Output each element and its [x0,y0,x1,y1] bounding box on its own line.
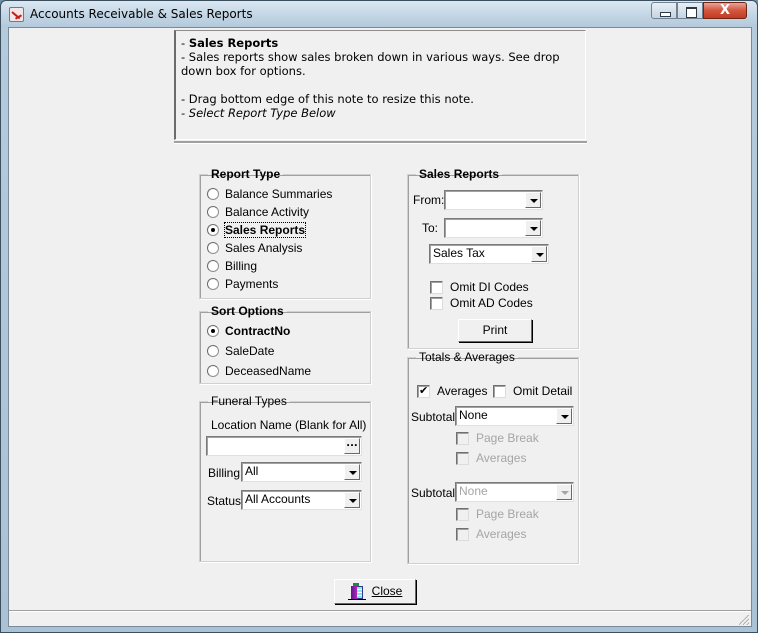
subtotal-2-page-break-checkbox[interactable] [456,506,539,522]
from-label: From: [413,193,445,207]
sales-report-type-select[interactable] [429,244,549,264]
checkbox-box[interactable] [493,385,506,398]
note-heading-line: - Sales Reports [181,36,279,50]
help-note [174,30,586,140]
checkbox-label: Omit DI Codes [450,280,529,294]
totals-averages-legend: Totals & Averages [419,350,515,364]
chevron-down-icon[interactable] [556,484,572,500]
status-select[interactable] [241,490,362,510]
radio-payments[interactable] [207,276,278,292]
radio-label: Sales Reports [225,223,306,237]
sort-options-legend: Sort Options [211,304,284,318]
checkbox-box[interactable] [456,452,469,465]
radio-label: ContractNo [225,324,291,338]
location-name-input[interactable] [206,436,362,456]
sales-report-type-value: Sales Tax [433,246,485,260]
billing-value: All [245,464,259,478]
sales-reports-legend: Sales Reports [419,167,500,181]
note-resize-handle[interactable] [174,141,587,144]
radio-sales-analysis[interactable] [207,240,302,256]
omit-di-codes-checkbox[interactable] [430,279,529,295]
note-heading: Sales Reports [188,36,279,50]
funeral-types-legend: Funeral Types [211,394,287,408]
radio-circle[interactable] [207,242,219,254]
to-label: To: [422,221,439,235]
minimize-button[interactable] [651,2,677,19]
omit-ad-codes-checkbox[interactable] [430,295,533,311]
radio-label: Balance Activity [225,205,310,219]
client-area [8,27,752,627]
radio-circle[interactable] [207,224,219,236]
chevron-down-icon[interactable] [344,464,360,480]
subtotal-1-averages-checkbox[interactable] [456,450,526,466]
checkbox-box[interactable] [456,508,469,521]
note-line-3: - Select Report Type Below [181,106,336,120]
subtotal-2-averages-checkbox[interactable] [456,526,526,542]
radio-circle[interactable] [207,278,219,290]
subtotal-2-value: None [459,484,488,498]
subtotal-1-page-break-checkbox[interactable] [456,430,539,446]
radio-sort-deceasedname[interactable] [207,363,311,379]
billing-select[interactable] [241,462,362,482]
checkbox-label: Averages [476,527,527,541]
location-browse-button[interactable]: ... [344,438,360,454]
checkbox-box[interactable] [430,281,443,294]
chevron-down-icon[interactable] [525,192,541,208]
radio-label: Sales Analysis [225,241,303,255]
radio-sales-reports[interactable] [207,222,305,238]
status-bar [9,610,751,627]
chevron-down-icon[interactable] [556,408,572,424]
radio-circle[interactable] [207,345,219,357]
radio-balance-activity[interactable] [207,204,309,220]
checkbox-label: Omit Detail [513,384,573,398]
report-type-legend: Report Type [211,167,281,181]
print-button[interactable]: Print [458,319,532,342]
status-value: All Accounts [245,492,311,506]
window-title: Accounts Receivable & Sales Reports [30,7,253,21]
subtotal-1-label: Subtotal [411,410,456,424]
subtotal-2-label: Subtotal [411,486,456,500]
subtotal-1-select[interactable] [455,406,574,426]
radio-circle[interactable] [207,365,219,377]
to-date-select[interactable] [444,218,543,238]
radio-label: Balance Summaries [225,187,333,201]
averages-checkbox[interactable] [417,383,487,399]
radio-label: Billing [225,259,258,273]
subtotal-1-value: None [459,408,488,422]
radio-circle[interactable] [207,206,219,218]
chevron-down-icon[interactable] [531,246,547,262]
window-close-button[interactable]: X [703,2,747,19]
close-button[interactable] [334,579,416,604]
checkbox-box[interactable] [430,297,443,310]
status-label: Status [207,494,242,508]
from-date-select[interactable] [444,190,543,210]
note-line-1: - Sales reports show sales broken down in various ways. See drop down box for options. [181,50,560,78]
chevron-down-icon[interactable] [525,220,541,236]
checkbox-label: Averages [476,451,527,465]
window-controls [651,2,747,19]
radio-label: Payments [225,277,279,291]
checkbox-label: Omit AD Codes [450,296,533,310]
checkbox-box[interactable] [456,432,469,445]
radio-circle[interactable] [207,325,219,337]
checkbox-label: Page Break [476,507,539,521]
chevron-down-icon[interactable] [344,492,360,508]
location-name-label: Location Name (Blank for All) [211,418,367,432]
radio-label: DeceasedName [225,364,312,378]
title-bar[interactable] [1,1,757,27]
radio-circle[interactable] [207,188,219,200]
subtotal-2-select[interactable] [455,482,574,502]
radio-sort-contractno[interactable] [207,323,290,339]
note-line-2: - Drag bottom edge of this note to resize this note. [181,92,474,106]
app-icon [9,7,24,22]
omit-detail-checkbox[interactable] [493,383,572,399]
maximize-button[interactable] [677,2,703,19]
checkbox-box[interactable] [417,385,430,398]
radio-sort-saledate[interactable] [207,343,274,359]
checkbox-label: Averages [437,384,488,398]
radio-circle[interactable] [207,260,219,272]
resize-grip-icon[interactable] [739,615,749,625]
checkbox-label: Page Break [476,431,539,445]
radio-billing[interactable] [207,258,257,274]
radio-label: SaleDate [225,344,275,358]
close-button-label: Close [371,584,403,598]
door-exit-icon [348,583,366,601]
radio-balance-summaries[interactable] [207,186,332,202]
billing-label: Billing [208,466,241,480]
checkbox-box[interactable] [456,528,469,541]
